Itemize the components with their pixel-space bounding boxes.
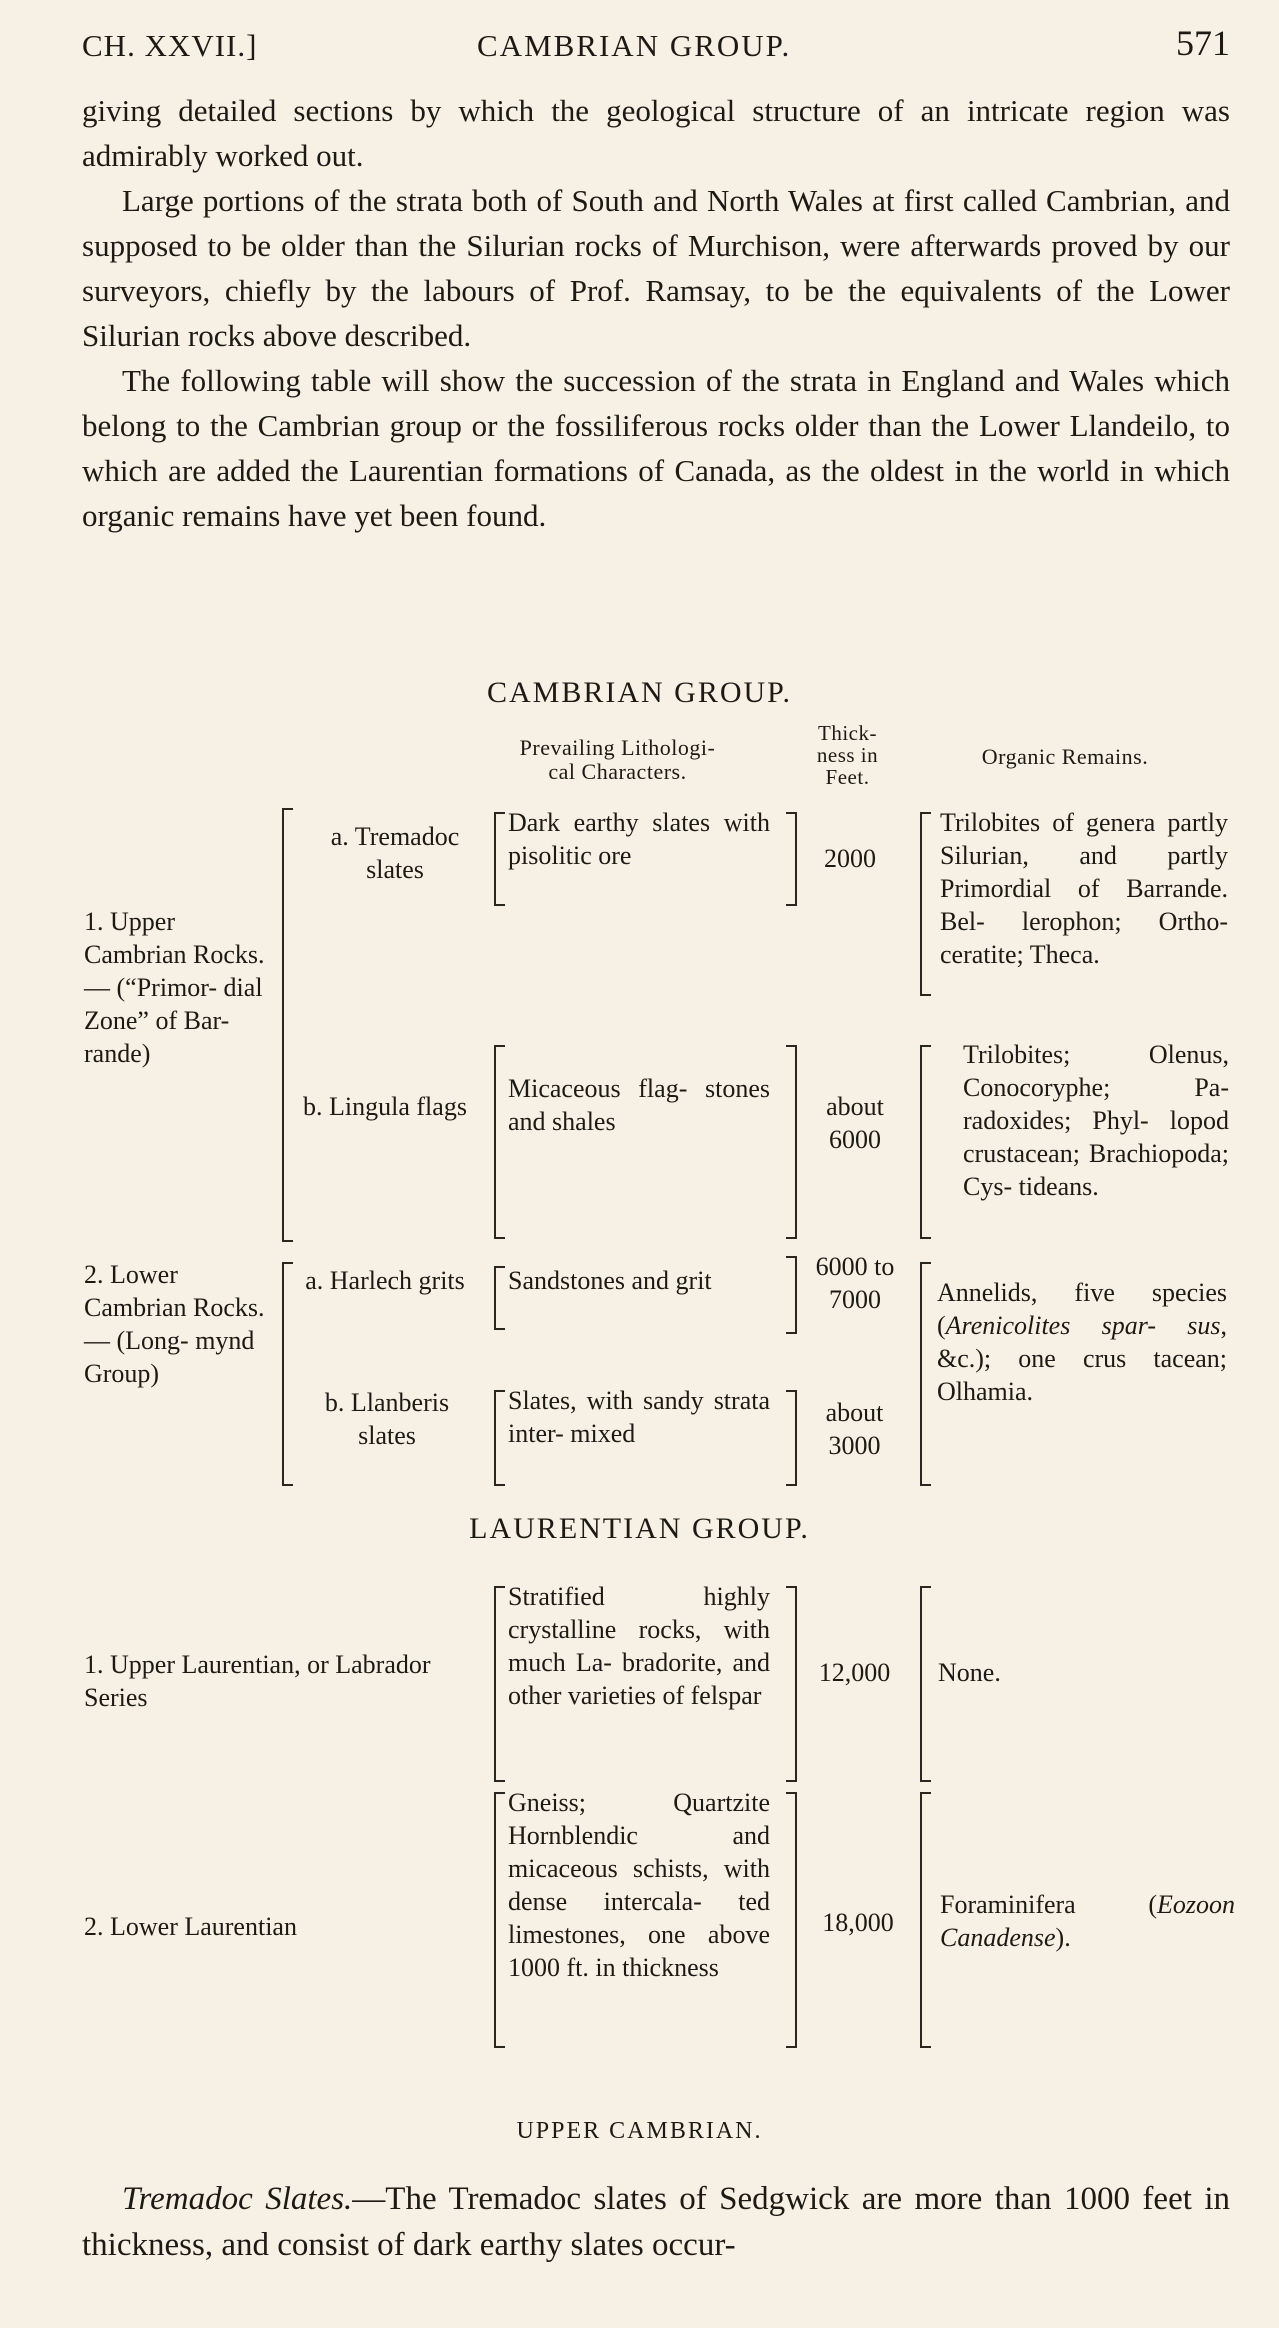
lingula-organic-brace [920, 1045, 931, 1239]
lower-laurentian-thickness: 18,000 [822, 1908, 894, 1937]
intro-paragraph-1: giving detailed sections by which the geological structure of an intricate region was admirably worked out. [82, 93, 1230, 173]
running-title: CAMBRIAN GROUP. [477, 28, 792, 63]
tremadoc-organic-brace [920, 812, 931, 996]
tremadoc-organic: Trilobites of genera partly Silurian, and partly Primordial of Barrande. Bel- lerophon; Ortho- ceratite; Theca. [940, 808, 1228, 969]
llanberis-litho-brace-left [494, 1390, 505, 1486]
lower-laurentian-brace-left [494, 1792, 505, 2048]
intro-text [82, 88, 1230, 538]
upper-cambrian-brace [282, 808, 293, 1242]
lower-laurentian-lithology: Gneiss; Quartzite Hornblendic and micaceous schists, with dense intercala- ted limestones, one above 1000 ft. in thickness [508, 1788, 770, 1982]
cambrian-table-title: CAMBRIAN GROUP. [486, 676, 793, 709]
section-text [82, 2176, 1230, 2268]
harlech-litho-brace-left [494, 1266, 505, 1330]
upper-laurentian-organic-brace [920, 1586, 931, 1782]
lower-cambrian-organic-brace [920, 1262, 931, 1486]
col-header-lithology: Prevailing Lithologi- cal Characters. [519, 735, 716, 784]
chapter-label: CH. XXVII.] [82, 28, 258, 63]
llanberis-litho-brace-right [786, 1390, 797, 1486]
lingula-flags-name: b. Lingula flags [303, 1092, 467, 1121]
upper-laurentian-brace-left [494, 1586, 505, 1782]
lower-cambrian-brace [282, 1262, 293, 1486]
tremadoc-lithology: Dark earthy slates with pisolitic ore [508, 808, 770, 870]
col-header-organic: Organic Remains. [981, 744, 1149, 769]
laurentian-table-title: LAURENTIAN GROUP. [469, 1512, 810, 1545]
upper-laurentian-label: 1. Upper Laurentian, or Labrador Series [84, 1650, 431, 1712]
intro-paragraph-2: Large portions of the strata both of South and North Wales at first called Cambrian, and supposed to be older than the Silurian rocks of Murchison, were afterwards proved by our surveyors, chiefly by the labours of Prof. Ramsay, to be the equivalents of the Lower Silurian rocks above described. [82, 183, 1230, 353]
upper-laurentian-lithology: Stratified highly crystalline rocks, with much La- bradorite, and other varieties of felspar [508, 1582, 770, 1710]
section-heading: UPPER CAMBRIAN. [516, 2118, 763, 2144]
harlech-lithology: Sandstones and grit [508, 1266, 712, 1295]
section-body: —The Tremadoc slates of Sedgwick are more than 1000 feet in thickness, and consist of dark earthy slates occur- [82, 2181, 1230, 2263]
section-lead: Tremadoc Slates. [122, 2181, 353, 2217]
upper-laurentian-organic: None. [938, 1658, 1001, 1687]
lower-laurentian-label: 2. Lower Laurentian [84, 1912, 297, 1941]
tremadoc-litho-brace-right [786, 812, 797, 906]
intro-paragraph-3: The following table will show the succession of the strata in England and Wales which belong to the Cambrian group or the fossiliferous rocks older than the Lower Llandeilo, to which are added the Laurentian formations of Canada, as the oldest in the world in which organic remains have yet been found. [82, 363, 1230, 533]
lingula-thickness: about 6000 [826, 1092, 884, 1154]
tremadoc-litho-brace-left [494, 812, 505, 906]
llanberis-slates-name: b. Llanberis slates [324, 1388, 450, 1450]
lower-laurentian-brace-right [786, 1792, 797, 2048]
lower-cambrian-organic: Annelids, five species (Arenicolites spar- sus, &c.); one crus tacean; Olhamia. [937, 1278, 1227, 1406]
llanberis-thickness: about 3000 [825, 1398, 884, 1460]
lower-laurentian-organic-brace [920, 1792, 931, 2048]
lingula-litho-brace-right [786, 1045, 797, 1239]
running-header [82, 22, 1230, 72]
harlech-grits-name: a. Harlech grits [305, 1266, 465, 1295]
tremadoc-slates-name: a. Tremadoc slates [330, 822, 460, 884]
harlech-thickness: 6000 to 7000 [815, 1252, 895, 1314]
lingula-organic: Trilobites; Olenus, Conocoryphe; Pa- radoxides; Phyl- lopod crustacean; Brachiopoda; Cys- tideans. [963, 1040, 1229, 1201]
lingula-lithology: Micaceous flag- stones and shales [508, 1074, 770, 1136]
upper-laurentian-thickness: 12,000 [818, 1658, 891, 1687]
llanberis-lithology: Slates, with sandy strata inter- mixed [508, 1386, 770, 1448]
harlech-litho-brace-right [786, 1256, 797, 1334]
page-number: 571 [1176, 23, 1230, 63]
lower-laurentian-organic: Foraminifera (Eozoon Canadense). [940, 1890, 1235, 1952]
tremadoc-thickness: 2000 [824, 844, 876, 873]
upper-cambrian-label: 1. Upper Cambrian Rocks.— (“Primor- dial Zone” of Bar- rande) [84, 907, 265, 1068]
lower-cambrian-label: 2. Lower Cambrian Rocks.— (Long- mynd Group) [84, 1260, 265, 1388]
col-header-thickness: Thick- ness in Feet. [816, 721, 879, 789]
upper-laurentian-brace-right [786, 1586, 797, 1782]
lingula-litho-brace-left [494, 1045, 505, 1239]
